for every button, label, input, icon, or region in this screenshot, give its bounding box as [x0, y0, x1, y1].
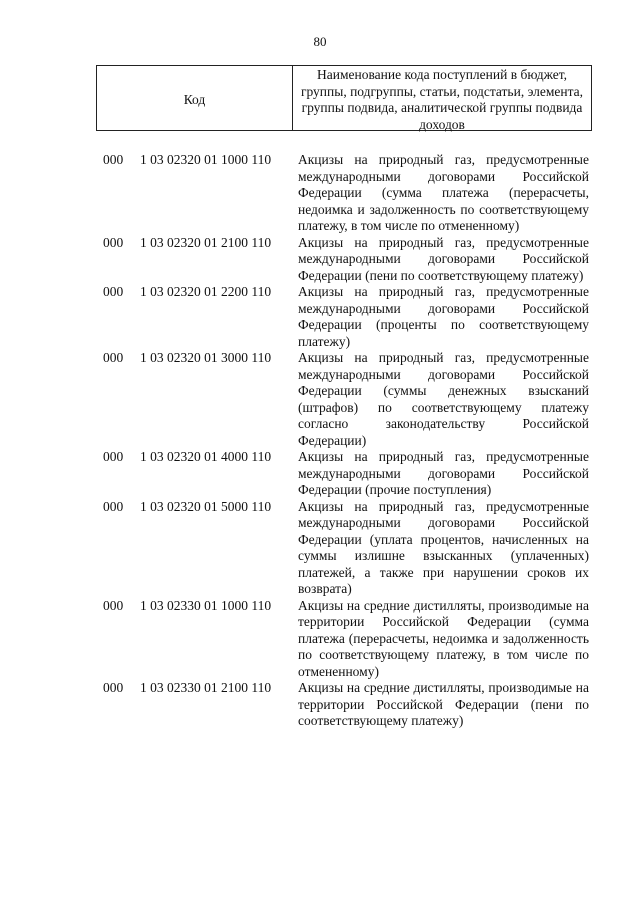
income-description: Акцизы на природный газ, предусмотренные международными договорами Российской Федерации (сумма платежа (перерасчеты, недоимка и задолженность по соответствующему платежу, в том числе по отмененному): [298, 152, 589, 233]
admin-code: 000: [103, 680, 124, 695]
income-code: 1 03 02320 01 3000 110: [140, 350, 272, 365]
admin-code: 000: [103, 234, 124, 250]
admin-code: 000: [103, 498, 124, 514]
page-number: 80: [313, 34, 327, 49]
header-code-label: Код: [97, 66, 293, 130]
income-description: Акцизы на средние дистилляты, производимые на территории Российской Федерации (пени по соответствующему платежу): [298, 680, 589, 728]
table-row: [103, 449, 589, 499]
table-row: [103, 598, 589, 681]
income-code: 1 03 02320 01 2200 110: [140, 284, 272, 299]
income-description: Акцизы на природный газ, предусмотренные международными договорами Российской Федерации (пени по соответствующему платежу): [298, 234, 589, 283]
table-row: [103, 235, 589, 285]
admin-code: 000: [103, 152, 124, 167]
admin-code: 000: [103, 284, 124, 299]
income-code: 1 03 02330 01 2100 110: [140, 680, 272, 695]
table-row: [103, 499, 589, 598]
income-description: Акцизы на природный газ, предусмотренные международными договорами Российской Федерации (уплата процентов, начисленных на суммы излишне взысканных (уплаченных) платежей, а также при нарушении сроков их возврата): [298, 498, 589, 596]
table-header: [96, 65, 592, 131]
table-row: [103, 152, 589, 235]
income-code: 1 03 02320 01 4000 110: [140, 449, 272, 464]
header-name-label: Наименование кода поступлений в бюджет, группы, подгруппы, статьи, подстатьи, элемента, группы подвида, аналитической группы подвида доходов: [300, 67, 584, 132]
income-code: 1 03 02320 01 2100 110: [140, 234, 272, 250]
admin-code: 000: [103, 449, 124, 464]
table-row: [103, 680, 589, 730]
income-description: Акцизы на средние дистилляты, производимые на территории Российской Федерации (сумма платежа (перерасчеты, недоимка и задолженность по соответствующему платежу, в том числе по отмененному): [298, 597, 589, 679]
admin-code: 000: [103, 597, 124, 613]
code-table-body: [103, 152, 589, 730]
income-code: 1 03 02330 01 1000 110: [140, 597, 272, 613]
admin-code: 000: [103, 350, 124, 365]
income-code: 1 03 02320 01 1000 110: [140, 152, 272, 167]
income-description: Акцизы на природный газ, предусмотренные международными договорами Российской Федерации (суммы денежных взысканий (штрафов) по соответствующему платежу согласно законодательству Российской Федерации): [298, 350, 589, 448]
income-description: Акцизы на природный газ, предусмотренные международными договорами Российской Федерации (проценты по соответствующему платежу): [298, 284, 589, 349]
table-row: [103, 350, 589, 449]
income-code: 1 03 02320 01 5000 110: [140, 498, 272, 514]
table-row: [103, 284, 589, 350]
income-description: Акцизы на природный газ, предусмотренные международными договорами Российской Федерации (прочие поступления): [298, 449, 589, 497]
